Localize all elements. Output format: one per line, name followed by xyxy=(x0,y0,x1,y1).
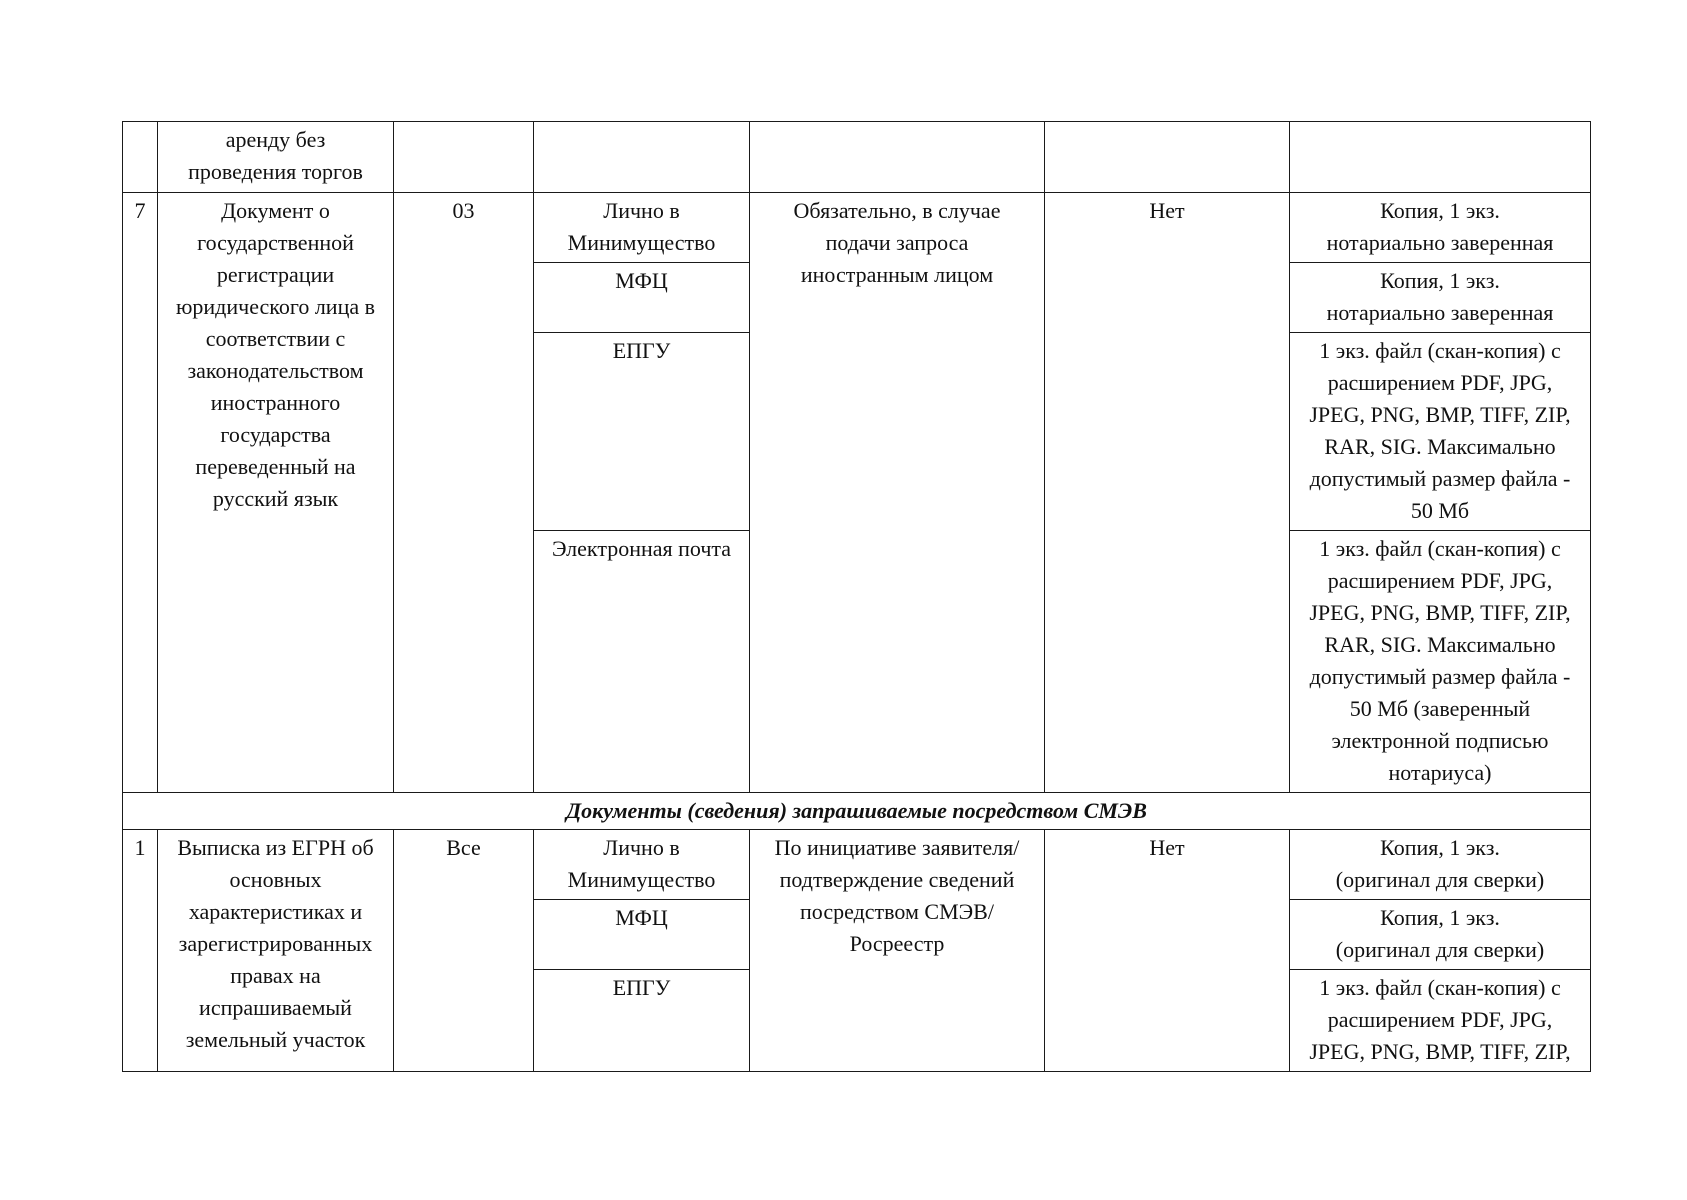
name-line: юридического лица в xyxy=(175,294,376,319)
attribute-cell: Нет xyxy=(1045,830,1290,1072)
code-cell: 03 xyxy=(394,193,534,793)
requirement-cell xyxy=(750,830,1045,1072)
name-line: правах на xyxy=(230,963,321,988)
form-line: (оригинал для сверки) xyxy=(1335,867,1545,892)
requirement-line: Росреестр xyxy=(849,931,945,956)
section-row xyxy=(123,793,1591,830)
channel-cell: ЕПГУ xyxy=(534,333,750,531)
channel-cell xyxy=(534,122,750,193)
name-line: Документ о xyxy=(221,198,330,223)
form-line: Копия, 1 экз. xyxy=(1380,198,1500,223)
form-line: электронной подписью xyxy=(1331,728,1549,753)
section-title: Документы (сведения) запрашиваемые посредством СМЭВ xyxy=(123,793,1591,830)
table-row-7 xyxy=(123,193,1591,263)
form-line: расширением PDF, JPG, xyxy=(1327,568,1553,593)
form-line: Копия, 1 экз. xyxy=(1380,268,1500,293)
form-line: Копия, 1 экз. xyxy=(1380,905,1500,930)
number-cell xyxy=(123,122,158,193)
form-cell xyxy=(1290,193,1591,263)
name-line: основных xyxy=(229,867,322,892)
channel-cell xyxy=(534,193,750,263)
form-line: RAR, SIG. Максимально xyxy=(1324,434,1556,459)
form-line: расширением PDF, JPG, xyxy=(1327,370,1553,395)
form-cell xyxy=(1290,970,1591,1072)
requirement-line: Обязательно, в случае xyxy=(793,198,1001,223)
form-line: JPEG, PNG, BMP, TIFF, ZIP, xyxy=(1309,402,1571,427)
form-line: 50 Мб xyxy=(1410,498,1470,523)
requirement-cell xyxy=(750,122,1045,193)
name-line: государственной xyxy=(197,230,354,255)
row-number: 1 xyxy=(123,830,158,1072)
form-cell xyxy=(1290,263,1591,333)
table-row-1 xyxy=(123,830,1591,900)
requirement-line: иностранным лицом xyxy=(800,262,994,287)
requirement-line: По инициативе заявителя/ xyxy=(774,835,1020,860)
name-line: законодательством xyxy=(187,358,364,383)
documents-table xyxy=(122,121,1591,1072)
code-cell xyxy=(394,122,534,193)
form-line: JPEG, PNG, BMP, TIFF, ZIP, xyxy=(1309,1039,1571,1064)
channel-line: Лично в xyxy=(603,835,680,860)
channel-cell: МФЦ xyxy=(534,263,750,333)
form-line: допустимый размер файла - xyxy=(1309,664,1571,689)
form-cell xyxy=(1290,122,1591,193)
document-name-cell xyxy=(158,193,394,793)
name-line: аренду без xyxy=(225,127,326,152)
attribute-cell xyxy=(1045,122,1290,193)
document-name-cell xyxy=(158,122,394,193)
row-number: 7 xyxy=(123,193,158,793)
name-line: земельный участок xyxy=(185,1027,366,1052)
requirement-line: подтверждение сведений xyxy=(779,867,1015,892)
name-line: русский язык xyxy=(212,486,339,511)
form-cell xyxy=(1290,531,1591,793)
form-line: Копия, 1 экз. xyxy=(1380,835,1500,860)
form-line: нотариально заверенная xyxy=(1326,300,1554,325)
name-line: государства xyxy=(220,422,331,447)
form-cell xyxy=(1290,830,1591,900)
form-line: 1 экз. файл (скан-копия) с xyxy=(1319,338,1561,363)
name-line: характеристиках и xyxy=(188,899,363,924)
requirement-line: посредством СМЭВ/ xyxy=(800,899,994,924)
form-line: нотариуса) xyxy=(1388,760,1492,785)
name-line: зарегистрированных xyxy=(178,931,373,956)
channel-cell: Электронная почта xyxy=(534,531,750,793)
name-line: соответствии с xyxy=(205,326,346,351)
name-line: иностранного xyxy=(210,390,341,415)
name-line: переведенный на xyxy=(195,454,356,479)
form-line: RAR, SIG. Максимально xyxy=(1324,632,1556,657)
name-line: регистрации xyxy=(216,262,335,287)
requirement-cell xyxy=(750,193,1045,793)
form-line: нотариально заверенная xyxy=(1326,230,1554,255)
form-line: JPEG, PNG, BMP, TIFF, ZIP, xyxy=(1309,600,1571,625)
attribute-cell: Нет xyxy=(1045,193,1290,793)
requirement-line: подачи запроса xyxy=(825,230,969,255)
channel-line: Минимущество xyxy=(567,867,716,892)
channel-cell xyxy=(534,830,750,900)
form-line: 1 экз. файл (скан-копия) с xyxy=(1319,975,1561,1000)
name-line: испрашиваемый xyxy=(199,995,352,1020)
form-line: допустимый размер файла - xyxy=(1309,466,1571,491)
form-line: расширением PDF, JPG, xyxy=(1327,1007,1553,1032)
name-line: проведения торгов xyxy=(188,159,363,184)
code-cell: Все xyxy=(394,830,534,1072)
channel-line: Лично в xyxy=(603,198,680,223)
form-cell xyxy=(1290,900,1591,970)
form-line: (оригинал для сверки) xyxy=(1335,937,1545,962)
channel-cell: МФЦ xyxy=(534,900,750,970)
channel-cell: ЕПГУ xyxy=(534,970,750,1072)
form-cell xyxy=(1290,333,1591,531)
name-line: Выписка из ЕГРН об xyxy=(177,835,374,860)
continuation-row xyxy=(123,122,1591,193)
document-name-cell xyxy=(158,830,394,1072)
form-line: 1 экз. файл (скан-копия) с xyxy=(1319,536,1561,561)
form-line: 50 Мб (заверенный xyxy=(1349,696,1531,721)
channel-line: Минимущество xyxy=(567,230,716,255)
